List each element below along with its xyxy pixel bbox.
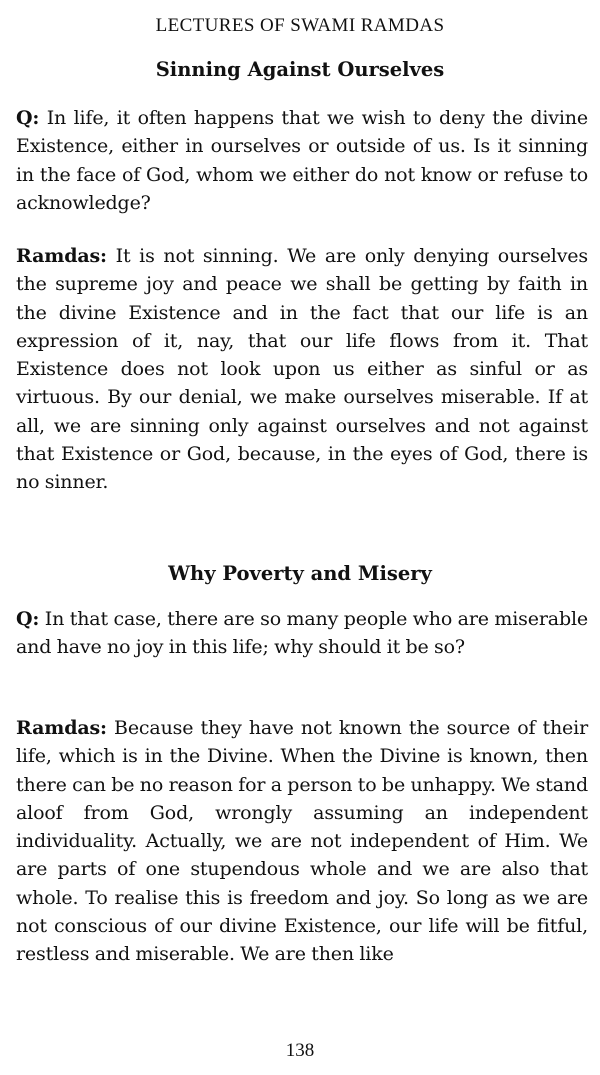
running-head: LECTURES OF SWAMI RAMDAS <box>155 15 445 36</box>
question-text: In that case, there are so many people who are miserable and have no joy in this life; why should it be so? <box>16 608 588 659</box>
question-paragraph <box>16 605 588 662</box>
question-text: In life, it often happens that we wish to deny the divine Existence, either in ourselves or outside of us. Is it sinning in the face of God, whom we either do not know or refuse to acknowledge? <box>16 107 588 214</box>
section-title-poverty: Why Poverty and Misery <box>168 562 432 585</box>
question-paragraph <box>16 104 588 217</box>
page-number: 138 <box>285 1040 315 1061</box>
answer-speaker: Ramdas: <box>16 245 107 267</box>
answer-text: It is not sinning. We are only denying ourselves the supreme joy and peace we shall be getting by faith in the divine Existence and in the fact that our life is an expression of it, nay, that our life flows from it. That Existence does not look upon us either as sinful or as virtuous. By our denial, we make ourselves miserable. If at all, we are sinning only against ourselves and not against that Existence or God, because, in the eyes of God, there is no sinner. <box>16 245 588 494</box>
section-title-sinning: Sinning Against Ourselves <box>155 58 445 81</box>
answer-paragraph <box>16 242 588 497</box>
question-speaker: Q: <box>16 107 40 129</box>
answer-paragraph <box>16 714 588 969</box>
question-speaker: Q: <box>16 608 40 630</box>
answer-speaker: Ramdas: <box>16 717 107 739</box>
answer-text: Because they have not known the source of their life, which is in the Divine. When the Divine is known, then there can be no reason for a person to be unhappy. We stand aloof from God, wrongly assuming an independent individuality. Actually, we are not independent of Him. We are parts of one stupendous whole and we are also that whole. To realise this is freedom and joy. So long as we are not conscious of our divine Existence, our life will be fitful, restless and miserable. We are then like <box>16 717 589 966</box>
